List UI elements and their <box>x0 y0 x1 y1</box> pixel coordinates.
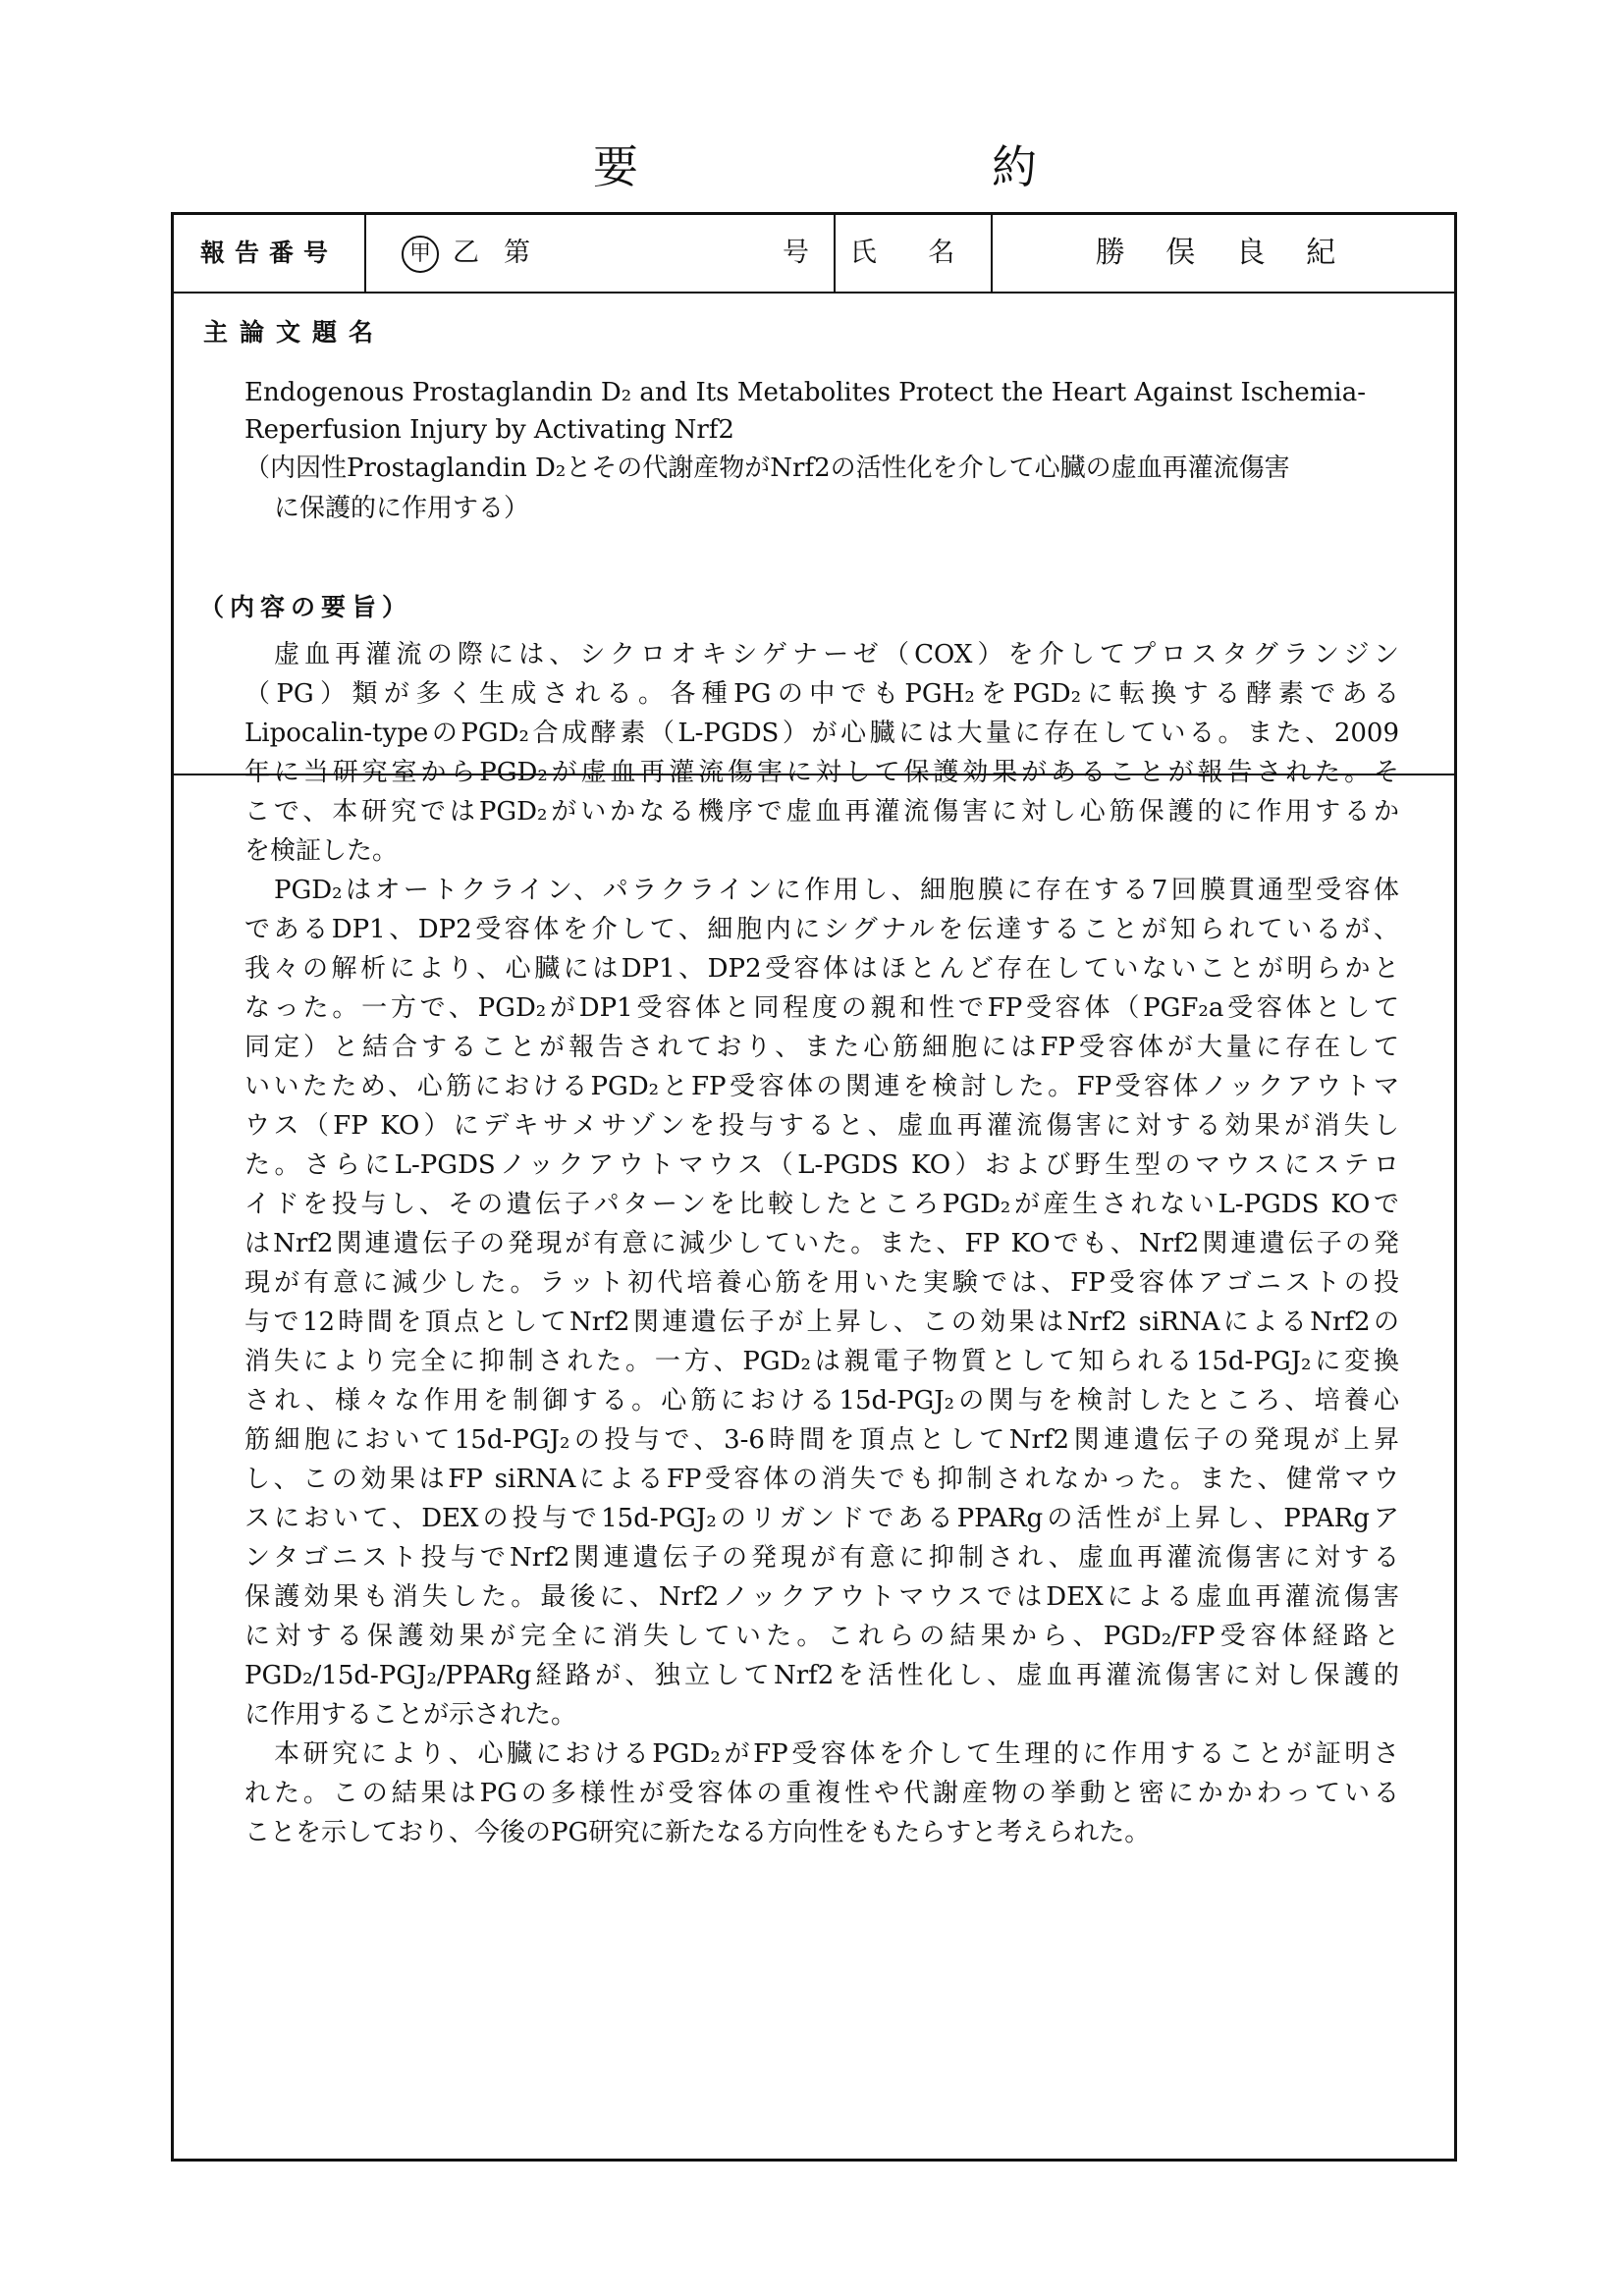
document-title <box>0 137 1624 196</box>
body-line: 消失により完全に抑制された。一方、PGD₂は親電子物質として知られる15d-PGJ₂に変換 <box>244 1347 1399 1376</box>
body-line: イドを投与し、その遺伝子パターンを比較したところPGD₂が産生されないL-PGDS KOで <box>244 1190 1399 1219</box>
body-line: た。さらにL-PGDSノックアウトマウス（L-PGDS KO）および野生型のマウスにステロ <box>244 1150 1399 1180</box>
body-line: PGD₂/15d-PGJ₂/PPARg経路が、独立してNrf2を活性化し、虚血再灌流傷害に対し保護的 <box>244 1661 1399 1690</box>
body-line: ウス（FP KO）にデキサメサゾンを投与すると、虚血再灌流傷害に対する効果が消失し <box>244 1111 1399 1141</box>
body-line: PGD₂はオートクライン、パラクラインに作用し、細胞膜に存在する7回膜貫通型受容体 <box>274 876 1399 905</box>
body-line: 本研究により、心臓におけるPGD₂がFP受容体を介して生理的に作用することが証明さ <box>274 1739 1399 1769</box>
japanese-title-line: （内因性Prostaglandin D₂とその代謝産物がNrf2の活性化を介して心臓の虚血再灌流傷害 <box>244 454 1290 483</box>
name-label: 氏 名 <box>849 238 977 268</box>
body-line: を検証した。 <box>244 836 399 866</box>
report-number-kou-otsu <box>402 215 479 292</box>
english-title-line: Endogenous Prostaglandin D₂ and Its Metabolites Protect the Heart Against Ischemia- <box>244 378 1367 407</box>
summary-label: （内容の要旨） <box>199 593 413 621</box>
paragraph-2 <box>244 871 1399 1735</box>
japanese-title-line: に保護的に作用する） <box>274 494 530 523</box>
body-line: 同定）と結合することが報告されており、また心筋細胞にはFP受容体が大量に存在して <box>244 1033 1399 1062</box>
paragraph-1 <box>244 635 1399 871</box>
english-title <box>244 374 1423 449</box>
body-line: （PG）類が多く生成される。各種PGの中でもPGH₂をPGD₂に転換する酵素である <box>244 679 1399 709</box>
body-line: であるDP1、DP2受容体を介して、細胞内にシグナルを伝達することが知られているが、 <box>244 915 1399 944</box>
name-value-cell <box>991 215 1454 292</box>
form-frame <box>171 212 1457 2162</box>
paragraph-3 <box>244 1735 1399 1852</box>
body-line: れた。この結果はPGの多様性が受容体の重複性や代謝産物の挙動と密にかかわっている <box>244 1779 1399 1808</box>
body-line: ことを示しており、今後のPG研究に新たなる方向性をもたらすと考えられた。 <box>244 1818 1151 1847</box>
body-line: いいたため、心筋におけるPGD₂とFP受容体の関連を検討した。FP受容体ノックアウトマ <box>244 1072 1399 1101</box>
name-value: 勝 俣 良 紀 <box>1095 236 1352 270</box>
circled-kou: 甲 <box>402 236 439 273</box>
report-number-value-cell <box>364 215 834 292</box>
otsu-text: 乙 <box>453 238 479 268</box>
body-line: し、この効果はFP siRNAによるFP受容体の消失でも抑制されなかった。また、健常マウ <box>244 1465 1399 1494</box>
body-line: ンタゴニスト投与でNrf2関連遺伝子の発現が有意に抑制され、虚血再灌流傷害に対する <box>244 1543 1399 1573</box>
body-line: 我々の解析により、心臓にはDP1、DP2受容体はほとんど存在していないことが明らかと <box>244 954 1399 984</box>
body-line: なった。一方で、PGD₂がDP1受容体と同程度の親和性でFP受容体（PGF₂a受容体として <box>244 993 1399 1023</box>
body-line: 与で12時間を頂点としてNrf2関連遺伝子が上昇し、この効果はNrf2 siRNAによるNrf2の <box>244 1308 1399 1337</box>
body-line: はNrf2関連遺伝子の発現が有意に減少していた。また、FP KOでも、Nrf2関連遺伝子の発 <box>244 1229 1399 1258</box>
body-line: 虚血再灌流の際には、シクロオキシゲナーゼ（COX）を介してプロスタグランジン <box>274 640 1399 669</box>
title-char-left: 要 <box>593 140 638 193</box>
name-label-cell <box>834 215 991 292</box>
report-number-label: 報告番号 <box>199 239 338 267</box>
summary-body <box>244 635 1399 1852</box>
body-line: に作用することが示された。 <box>244 1700 577 1730</box>
english-title-line: Reperfusion Injury by Activating Nrf2 <box>244 415 734 445</box>
body-line: に対する保護効果が完全に消失していた。これらの結果から、PGD₂/FP受容体経路と <box>244 1622 1399 1651</box>
thesis-title-label: 主論文題名 <box>203 318 386 347</box>
body-line: こで、本研究ではPGD₂がいかなる機序で虚血再灌流傷害に対し心筋保護的に作用するか <box>244 797 1399 827</box>
gou-text: 号 <box>783 238 815 268</box>
body-line: 現が有意に減少した。ラット初代培養心筋を用いた実験では、FP受容体アゴニストの投 <box>244 1268 1399 1298</box>
report-number-label-cell <box>174 215 364 292</box>
body-line: 筋細胞において15d-PGJ₂の投与で、3-6時間を頂点としてNrf2関連遺伝子の発現が上昇 <box>244 1425 1399 1455</box>
body-line: Lipocalin-typeのPGD₂合成酵素（L-PGDS）が心臓には大量に存在している。また、2009 <box>244 719 1399 748</box>
body-line: 年に当研究室からPGD₂が虚血再灌流傷害に対して保護効果があることが報告された。そ <box>244 758 1399 787</box>
header-row <box>174 215 1454 294</box>
title-char-right: 約 <box>992 140 1037 193</box>
body-line: され、様々な作用を制御する。心筋における15d-PGJ₂の関与を検討したところ、培養心 <box>244 1386 1399 1415</box>
body-line: 保護効果も消失した。最後に、Nrf2ノックアウトマウスではDEXによる虚血再灌流傷害 <box>244 1582 1399 1612</box>
dai-text: 第 <box>504 238 536 268</box>
japanese-title <box>244 449 1423 529</box>
body-line: スにおいて、DEXの投与で15d-PGJ₂のリガンドであるPPARgの活性が上昇し、PPARgア <box>244 1504 1399 1533</box>
